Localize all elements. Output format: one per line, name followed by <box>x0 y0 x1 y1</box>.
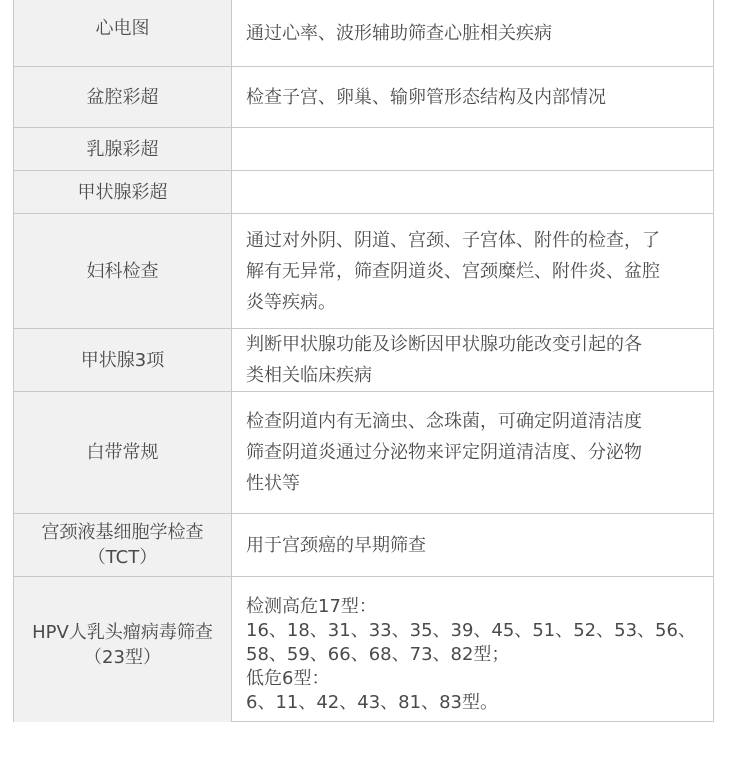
item-name-cell <box>14 0 232 66</box>
table-row <box>14 391 713 513</box>
table-row <box>14 513 713 576</box>
item-name-cell <box>14 577 232 722</box>
item-name-cell <box>14 329 232 391</box>
item-name: 甲状腺彩超 <box>77 181 168 203</box>
item-desc-line: 6、11、42、43、81、83型。 <box>246 692 498 713</box>
item-desc-line: 检查子宫、卵巢、输卵管形态结构及内部情况 <box>246 86 606 108</box>
table-row <box>14 0 713 66</box>
item-name-cell <box>14 214 232 328</box>
item-desc-line: 检测高危17型： <box>246 596 377 617</box>
item-desc-line: 低危6型： <box>246 668 330 689</box>
item-desc-line: 判断甲状腺功能及诊断因甲状腺功能改变引起的各 <box>246 334 642 355</box>
item-name-cell <box>14 514 232 576</box>
item-desc-line: 炎等疾病。 <box>246 291 336 313</box>
item-name: HPV人乳头瘤病毒筛查 <box>32 621 213 643</box>
item-desc-cell <box>232 392 713 513</box>
item-desc-cell <box>232 67 713 127</box>
item-desc-cell <box>232 128 713 170</box>
item-desc-line: 解有无异常，筛查阴道炎、宫颈糜烂、附件炎、盆腔 <box>246 260 660 282</box>
table-row <box>14 66 713 127</box>
table-row <box>14 170 713 213</box>
item-name: 甲状腺3项 <box>80 349 165 371</box>
item-name: 乳腺彩超 <box>86 138 159 160</box>
item-desc-line: 用于宫颈癌的早期筛查 <box>246 534 426 556</box>
table-row <box>14 127 713 170</box>
item-name: 盆腔彩超 <box>86 86 159 108</box>
item-desc-cell <box>232 214 713 328</box>
item-name-cell <box>14 171 232 213</box>
item-desc-line: 检查阴道内有无滴虫、念珠菌，可确定阴道清洁度 <box>246 411 642 432</box>
item-name: 宫颈液基细胞学检查 <box>41 522 204 543</box>
item-desc-cell <box>232 514 713 576</box>
item-desc-line: 16、18、31、33、35、39、45、51、52、53、56、 <box>246 620 696 641</box>
item-name: 心电图 <box>95 18 150 39</box>
item-name-sub: （TCT） <box>87 547 158 568</box>
item-name: 白带常规 <box>86 442 159 463</box>
item-name-sub: （23型） <box>84 646 161 668</box>
item-desc-line: 性状等 <box>246 473 300 494</box>
item-name-cell <box>14 67 232 127</box>
item-desc-line: 通过心率、波形辅助筛查心脏相关疾病 <box>246 22 552 44</box>
table-row <box>14 576 713 722</box>
item-desc-cell <box>232 171 713 213</box>
item-name: 妇科检查 <box>86 260 159 282</box>
item-name-cell <box>14 392 232 513</box>
item-desc-line: 通过对外阴、阴道、宫颈、子宫体、附件的检查，了 <box>246 229 660 251</box>
table-row <box>14 328 713 391</box>
table-row <box>14 213 713 328</box>
item-desc-line: 类相关临床疾病 <box>246 365 372 386</box>
item-name-cell <box>14 128 232 170</box>
item-desc-line: 58、59、66、68、73、82型； <box>246 644 510 665</box>
item-desc-line: 筛查阴道炎通过分泌物来评定阴道清洁度、分泌物 <box>246 442 642 463</box>
item-desc-cell <box>232 577 713 722</box>
item-desc-cell <box>232 0 713 66</box>
item-desc-cell <box>232 329 713 391</box>
exam-table <box>13 0 714 722</box>
